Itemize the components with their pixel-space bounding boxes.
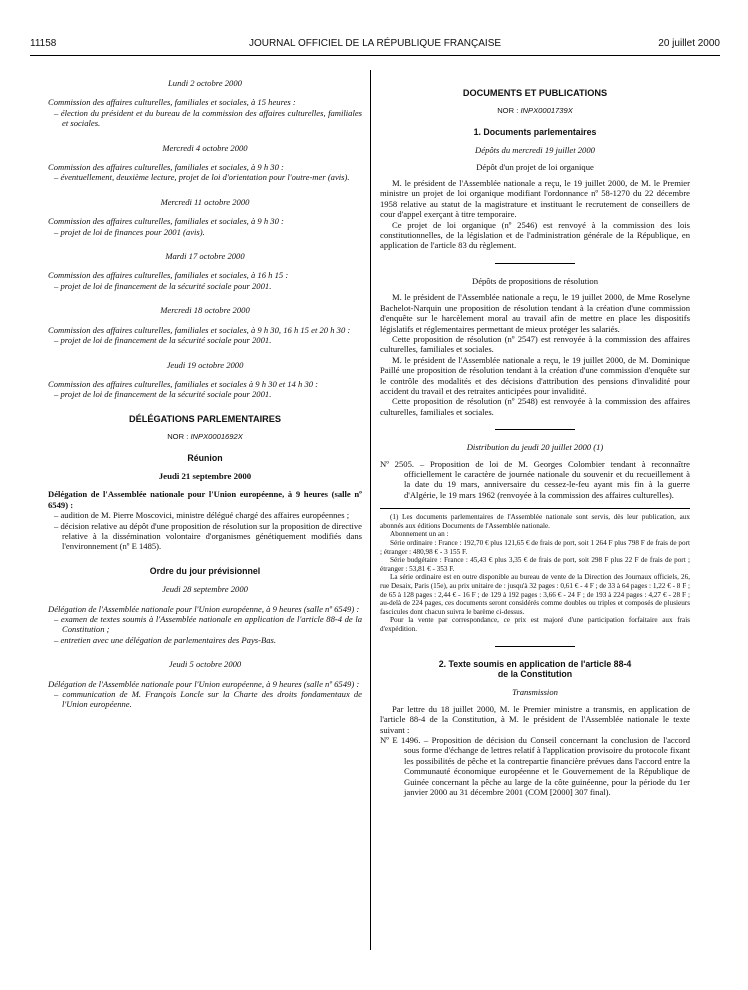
agenda-item: – communication de M. François Loncle sur la Charte des droits fondamentaux de l'Union européenne. [54, 689, 362, 710]
reunion-title: Réunion [187, 452, 223, 463]
depots-prop-text [380, 292, 690, 417]
odj-title: Ordre du jour prévisionnel [149, 565, 261, 576]
agenda-commission: Délégation de l'Assemblée nationale pour l'Union européenne, à 9 heures (salle nº 6549) : [48, 603, 360, 614]
column-divider [370, 70, 371, 950]
transmission-item: Nº E 1496. – Proposition de décision du Conseil concernant la conclusion de l'accord sous forme d'échange de lettres relatif à l'application provisoire du protocole fixant les possibilités de pêche et la contrepartie financière prévues dans l'accord entre la Communauté économique européenne et le Gouvernement de la République de Guinée concernant la pêche au large de la côte guinéenne, pour la période du 1er janvier 2000 au 31 décembre 2001 (COM [2000] 307 final). [380, 734, 690, 797]
agenda-date: Mercredi 11 octobre 2000 [160, 196, 250, 207]
agenda-item: – examen de textes soumis à l'Assemblée nationale en application de l'article 88-4 de la Constitution ; [54, 614, 362, 635]
agenda-block [48, 197, 362, 237]
agenda-date: Jeudi 28 septembre 2000 [162, 584, 248, 595]
paragraph: M. le président de l'Assemblée nationale a reçu, le 19 juillet 2000, de M. Dominique Paillé une proposition de résolution tendant à la création d'une commission d'enquête sur le contrôle des modalités et des décisions d'attribution des pensions d'invalidité pour accident du travail et des retraites anticipées pour invalidité. [380, 354, 690, 396]
distribution-title: Distribution du jeudi 20 juillet 2000 (1) [466, 442, 604, 453]
paragraph: M. le président de l'Assemblée nationale a reçu, le 19 juillet 2000, de M. le Premier ministre un projet de loi organique modifiant l'ordonnance nº 58-1270 du 22 décembre 1958 relative au statut de la magistrature et instituant le recrutement de conseillers de cour d'appel exerçant à titre temporaire. [380, 178, 690, 220]
agenda-commission-list [48, 78, 362, 400]
header-rule [30, 55, 720, 56]
paragraph: Série ordinaire : France : 192,70 € plus 121,65 € de frais de port, soit 1 264 F plus 798 F de frais de port ; étranger : 480,98 € - 3 155 F. [380, 538, 690, 556]
section-2-title-1: 2. Texte soumis en application de l'article 88-4 [438, 658, 632, 669]
depots-date: Dépôts du mercredi 19 juillet 2000 [475, 145, 595, 156]
reunion-date: Jeudi 21 septembre 2000 [158, 470, 252, 481]
agenda-item: – entretien avec une délégation de parlementaires des Pays-Bas. [54, 634, 277, 645]
paragraph: Cette proposition de résolution (nº 2548) est renvoyée à la commission des affaires culturelles, familiales et sociales. [380, 396, 690, 417]
agenda-commission: Commission des affaires culturelles, familiales et sociales, à 16 h 15 : [48, 270, 289, 281]
footnote [380, 513, 690, 633]
depot-loi-title: Dépôt d'un projet de loi organique [476, 161, 594, 172]
page-number: 11158 [30, 38, 57, 49]
paragraph: (1) Les documents parlementaires de l'Assemblée nationale sont servis, dès leur publication, aux abonnés aux éditions Documents de l'Assemblée nationale. [380, 513, 690, 530]
agenda-date: Jeudi 5 octobre 2000 [168, 659, 242, 670]
transmission-para: Par lettre du 18 juillet 2000, M. le Premier ministre a transmis, en application de l'article 88-4 de la Constitution, à M. le président de l'Assemblée nationale le texte suivant : [380, 703, 690, 735]
agenda-delegation-list [48, 584, 362, 710]
nor-reference-right: NOR : INPX0001739X [497, 106, 573, 116]
reunion-item: – audition de M. Pierre Moscovici, ministre délégué chargé des affaires européennes ; [54, 510, 350, 521]
agenda-block [48, 78, 362, 129]
page-header [30, 38, 720, 52]
depots-prop-title: Dépôts de propositions de résolution [471, 275, 599, 286]
docs-title: DOCUMENTS ET PUBLICATIONS [462, 88, 608, 98]
agenda-commission: Commission des affaires culturelles, familiales et sociales, à 9 h 30 : [48, 216, 284, 227]
left-column [48, 78, 362, 724]
agenda-block [48, 360, 362, 400]
agenda-block [48, 251, 362, 291]
section-2-title-2: de la Constitution [497, 668, 573, 679]
agenda-date: Jeudi 19 octobre 2000 [166, 359, 244, 370]
agenda-commission: Commission des affaires culturelles, familiales et sociales à 9 h 30 et 14 h 30 : [48, 378, 319, 389]
separator [495, 646, 575, 647]
paragraph: Série budgétaire : France : 45,43 € plus 3,35 € de frais de port, soit 298 F plus 22 F de frais de port ; étranger : 53,81 € - 353 F. [380, 556, 690, 573]
section-1-title: 1. Documents parlementaires [473, 126, 597, 137]
paragraph: M. le président de l'Assemblée nationale a reçu, le 19 juillet 2000, de Mme Roselyne Bachelot-Narquin une proposition de résolution tendant à la création d'une commission d'enquête sur le harcèlement moral au travail afin de mettre en place les dispositifs législatifs et réglementaires permettant de mieux protéger les salariés. [380, 292, 690, 334]
agenda-block [48, 659, 362, 710]
agenda-item: – projet de loi de financement de la sécurité sociale pour 2001. [54, 280, 272, 291]
agenda-block [48, 305, 362, 345]
agenda-item: – projet de loi de financement de la sécurité sociale pour 2001. [54, 335, 272, 346]
agenda-date: Lundi 2 octobre 2000 [168, 78, 242, 88]
paragraph: Abonnement un an : [390, 530, 449, 539]
right-column [380, 78, 690, 797]
transmission-title: Transmission [512, 687, 558, 698]
footnote-rule [380, 508, 690, 509]
delegations-title: DÉLÉGATIONS PARLEMENTAIRES [128, 413, 282, 424]
agenda-date: Mercredi 4 octobre 2000 [162, 142, 248, 153]
agenda-block [48, 143, 362, 183]
agenda-commission: Commission des affaires culturelles, familiales et sociales, à 15 heures : [48, 97, 296, 108]
journal-title: JOURNAL OFFICIEL DE LA RÉPUBLIQUE FRANÇAISE [248, 38, 502, 49]
agenda-item: – projet de loi de finances pour 2001 (avis). [54, 226, 205, 237]
agenda-commission: Commission des affaires culturelles, familiales et sociales, à 9 h 30, 16 h 15 et 20 h 30 : [48, 324, 351, 335]
agenda-item: – projet de loi de financement de la sécurité sociale pour 2001. [54, 389, 272, 400]
separator [495, 429, 575, 430]
reunion-delegation: Délégation de l'Assemblée nationale pour l'Union européenne, à 9 heures (salle nº 6549) : [48, 489, 362, 510]
paragraph: Pour la vente par correspondance, ce prix est majoré d'une participation forfaitaire aux frais d'expédition. [380, 616, 690, 633]
header-date: 20 juillet 2000 [658, 38, 720, 49]
depot-loi-text [380, 178, 690, 251]
reunion-item: – décision relative au dépôt d'une proposition de résolution sur la proposition de directive relative à la dissémination volontaire d'organismes génétiquement modifiés dans l'environnement (nº E 1485). [54, 520, 362, 552]
nor-reference: NOR : INPX0001692X [167, 432, 243, 442]
separator [495, 263, 575, 264]
agenda-item: – élection du président et du bureau de la commission des affaires culturelles, familiales et sociales. [54, 107, 362, 129]
agenda-date: Mardi 17 octobre 2000 [165, 251, 245, 262]
agenda-item: – éventuellement, deuxième lecture, projet de loi d'orientation pour l'outre-mer (avis). [54, 172, 350, 183]
distribution-item: Nº 2505. – Proposition de loi de M. Georges Colombier tendant à reconnaître officiellement le caractère de journée nationale du souvenir et du recueillement à la date du 19 mars, anniversaire du cessez-le-feu ayant mis fin à la guerre d'Algérie, le 19 mars 1962 (renvoyée à la commission des affaires culturelles). [380, 458, 690, 500]
paragraph: Ce projet de loi organique (nº 2546) est renvoyé à la commission des lois constitutionnelles, de la législation et de l'administration générale de la République, en application de l'article 83 du règlement. [380, 219, 690, 251]
agenda-block [48, 584, 362, 645]
agenda-date: Mercredi 18 octobre 2000 [160, 305, 250, 316]
paragraph: Cette proposition de résolution (nº 2547) est renvoyée à la commission des affaires culturelles, familiales et sociales. [380, 333, 690, 355]
paragraph: La série ordinaire est en outre disponible au bureau de vente de la Direction des Journaux officiels, 26, rue Desaix, Paris (15e), au prix unitaire de : jusqu'à 32 pages : 0,61 € - 4 F ; de 33 à 64 pages : 1,22 € - 8 F ; de 65 à 128 pages : 2,44 € - 16 F ; de 129 à 192 pages : 3,66 € - 24 F ; de 193 à 224 pages : 4,27 € - 28 F ; au-delà de 224 pages, ces documents seront considérés comme doubles ou triples et composés de plusieurs fascicules dont chacun suivra le barème ci-dessus. [380, 573, 690, 616]
reunion-items [48, 510, 362, 552]
agenda-commission: Délégation de l'Assemblée nationale pour l'Union européenne, à 9 heures (salle nº 6549) : [48, 678, 360, 689]
agenda-commission: Commission des affaires culturelles, familiales et sociales, à 9 h 30 : [48, 162, 284, 173]
